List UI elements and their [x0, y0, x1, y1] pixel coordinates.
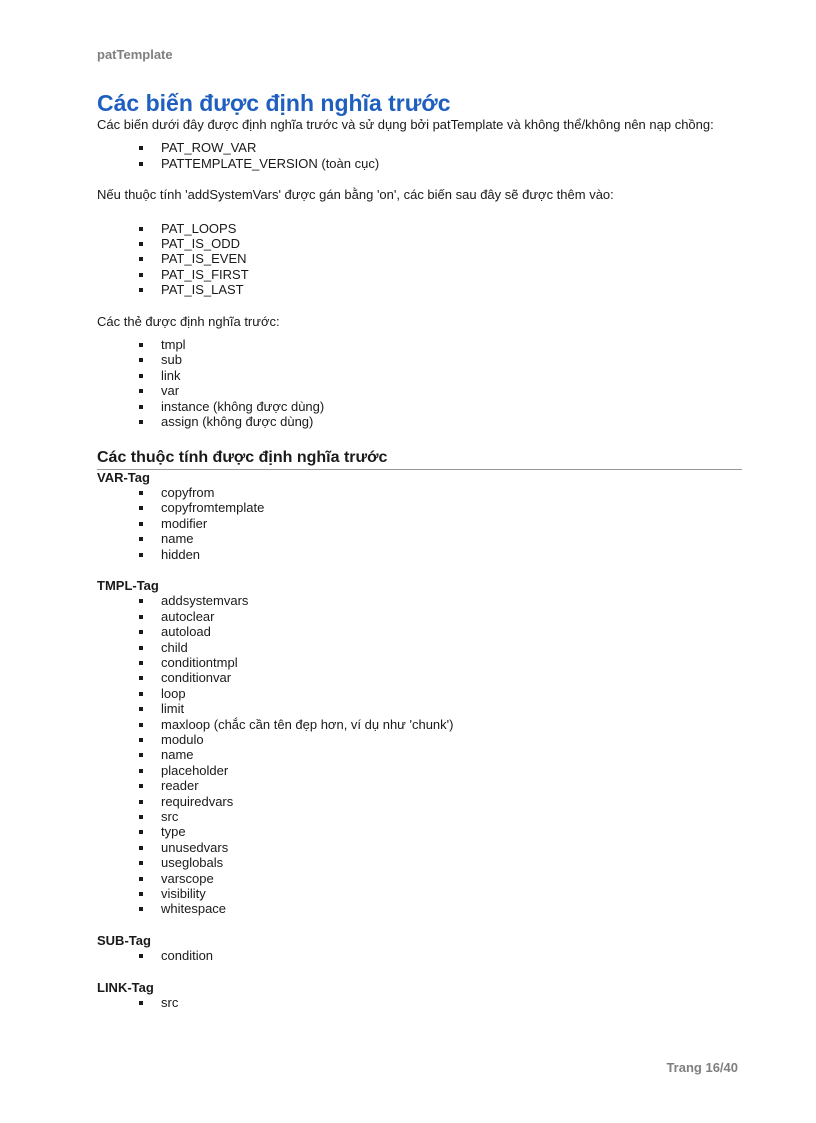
list-item: instance (không được dùng) — [97, 399, 742, 414]
link-tag-list — [97, 995, 742, 1010]
list-item: name — [97, 747, 742, 762]
list-item: src — [97, 809, 742, 824]
var-tag-heading: VAR-Tag — [97, 469, 150, 485]
system-vars-intro: Nếu thuộc tính 'addSystemVars' được gán bằng 'on', các biến sau đây sẽ được thêm vào: — [97, 187, 614, 203]
tmpl-tag-heading: TMPL-Tag — [97, 577, 159, 593]
list-item: PATTEMPLATE_VERSION (toàn cục) — [97, 156, 742, 171]
sub-tag-heading: SUB-Tag — [97, 932, 151, 948]
list-item: PAT_IS_ODD — [97, 236, 742, 251]
list-item: maxloop (chắc cần tên đẹp hơn, ví dụ như 'chunk') — [97, 717, 742, 732]
list-item: unusedvars — [97, 840, 742, 855]
list-item: PAT_IS_EVEN — [97, 251, 742, 266]
list-item: limit — [97, 701, 742, 716]
tags-list — [97, 337, 742, 429]
tmpl-tag-list — [97, 593, 742, 917]
list-item: modulo — [97, 732, 742, 747]
var-tag-list — [97, 485, 742, 562]
list-item: modifier — [97, 516, 742, 531]
tags-intro: Các thẻ được định nghĩa trước: — [97, 313, 280, 329]
list-item: PAT_LOOPS — [97, 221, 742, 236]
list-item: type — [97, 824, 742, 839]
list-item: placeholder — [97, 763, 742, 778]
list-item: reader — [97, 778, 742, 793]
list-item: useglobals — [97, 855, 742, 870]
list-item: copyfromtemplate — [97, 500, 742, 515]
list-item: src — [97, 995, 742, 1010]
list-item: autoclear — [97, 609, 742, 624]
list-item: sub — [97, 352, 742, 367]
list-item: conditionvar — [97, 670, 742, 685]
list-item: hidden — [97, 547, 742, 562]
list-item: loop — [97, 686, 742, 701]
list-item: copyfrom — [97, 485, 742, 500]
list-item: child — [97, 640, 742, 655]
section-title: Các biến được định nghĩa trước — [97, 90, 451, 116]
page-number: Trang 16/40 — [666, 1060, 738, 1075]
list-item: visibility — [97, 886, 742, 901]
list-item: addsystemvars — [97, 593, 742, 608]
intro-paragraph: Các biến dưới đây được định nghĩa trước và sử dụng bởi patTemplate và không thể/không nên nạp chồng: — [97, 117, 714, 132]
list-item: PAT_ROW_VAR — [97, 140, 742, 155]
list-item: PAT_IS_LAST — [97, 282, 742, 297]
predefined-vars-list — [97, 140, 742, 171]
list-item: link — [97, 368, 742, 383]
list-item: tmpl — [97, 337, 742, 352]
list-item: whitespace — [97, 901, 742, 916]
attributes-heading: Các thuộc tính được định nghĩa trước — [97, 448, 742, 470]
running-header: patTemplate — [97, 47, 173, 62]
list-item: requiredvars — [97, 794, 742, 809]
list-item: name — [97, 531, 742, 546]
list-item: assign (không được dùng) — [97, 414, 742, 429]
sub-tag-list — [97, 948, 742, 963]
system-vars-list — [97, 221, 742, 298]
page-content — [97, 90, 742, 1011]
list-item: conditiontmpl — [97, 655, 742, 670]
list-item: varscope — [97, 871, 742, 886]
link-tag-heading: LINK-Tag — [97, 979, 154, 995]
list-item: var — [97, 383, 742, 398]
list-item: PAT_IS_FIRST — [97, 267, 742, 282]
list-item: condition — [97, 948, 742, 963]
list-item: autoload — [97, 624, 742, 639]
